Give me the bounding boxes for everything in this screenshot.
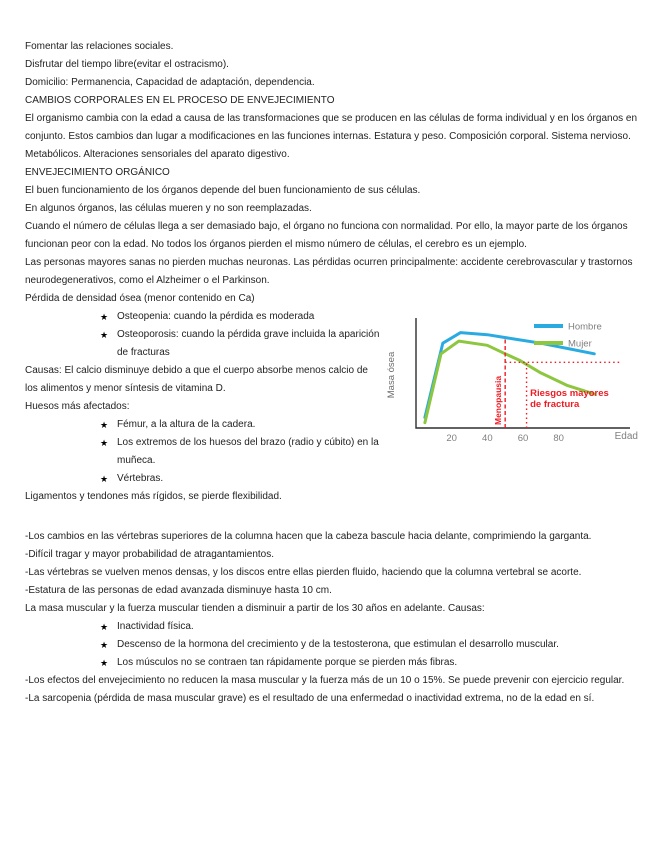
bone-mass-chart bbox=[382, 310, 642, 460]
star-bullet-icon: ★ bbox=[100, 640, 109, 650]
list-item-text: Inactividad física. bbox=[117, 621, 194, 632]
star-bullet-icon: ★ bbox=[100, 474, 109, 484]
list-item-text: Vértebras. bbox=[117, 473, 164, 484]
list-item-text: Descenso de la hormona del crecimiento y de la testosterona, que estimulan el desarrollo muscular. bbox=[117, 639, 559, 650]
bone-density-section bbox=[25, 308, 643, 506]
body-paragraph: El buen funcionamiento de los órganos depende del buen funcionamiento de sus células. bbox=[25, 185, 421, 196]
list-item bbox=[100, 636, 643, 654]
body-paragraph: El organismo cambia con la edad a causa de las transformaciones que se producen en las células de forma individual y en los órganos en conjunto. Estos cambios dan lugar a modificaciones en las funciones internas. Estatura y peso. Composición corporal. Sistema nervioso. Metabólicos. Alteraciones sensoriales del aparato digestivo. bbox=[25, 113, 638, 160]
body-paragraph: Cuando el número de células llega a ser demasiado bajo, el órgano no funciona con normalidad. Por ello, la mayor parte de los órganos funcionan peor con la edad. No todos los órganos pierden el mismo número de células, el cerebro es un ejemplo. bbox=[25, 221, 628, 250]
annotation-text-riesgos: de fractura bbox=[529, 399, 580, 411]
star-bullet-icon: ★ bbox=[100, 312, 109, 322]
intro-line: Disfrutar del tiempo libre(evitar el ostracismo). bbox=[25, 59, 229, 70]
section-heading-cambios-corporales: CAMBIOS CORPORALES EN EL PROCESO DE ENVEJECIMIENTO bbox=[25, 95, 335, 106]
list-item bbox=[100, 416, 382, 434]
legend-label: Hombre bbox=[567, 321, 602, 333]
list-item bbox=[100, 434, 382, 470]
list-item bbox=[100, 654, 643, 672]
series-line-mujer bbox=[425, 338, 594, 423]
annotation-text-riesgos: Riesgos mayores bbox=[529, 388, 609, 400]
chart-container bbox=[382, 308, 643, 465]
x-tick-label: 80 bbox=[553, 433, 564, 444]
list-item-text: Osteopenia: cuando la pérdida es moderada bbox=[117, 311, 315, 322]
bone-density-text-column bbox=[25, 308, 382, 506]
body-paragraph: En algunos órganos, las células mueren y no son reemplazadas. bbox=[25, 203, 312, 214]
star-bullet-icon: ★ bbox=[100, 438, 109, 448]
x-tick-label: 60 bbox=[517, 433, 529, 444]
star-bullet-icon: ★ bbox=[100, 658, 109, 668]
x-axis-label: Edad bbox=[614, 431, 638, 442]
note-line: -Las vértebras se vuelven menos densas, y los discos entre ellas pierden fluido, haciendo que la columna vertebral se acorte. bbox=[25, 567, 582, 578]
note-line: -Estatura de las personas de edad avanzada disminuye hasta 10 cm. bbox=[25, 585, 332, 596]
muscle-bullet-list bbox=[25, 618, 643, 672]
body-paragraph: Las personas mayores sanas no pierden muchas neuronas. Las pérdidas ocurren principalmente: accidente cerebrovascular y trastornos neurodegenerativos, como el Alzheimer o el Parkinson. bbox=[25, 257, 633, 286]
bones-affected-list bbox=[25, 416, 382, 488]
note-line: -La sarcopenia (pérdida de masa muscular grave) es el resultado de una enfermedad o inactividad extrema, no de la edad en sí. bbox=[25, 693, 595, 704]
bone-causes: Causas: El calcio disminuye debido a que el cuerpo absorbe menos calcio de los alimentos y menor síntesis de vitamina D. bbox=[25, 365, 368, 394]
star-bullet-icon: ★ bbox=[100, 420, 109, 430]
x-tick-label: 40 bbox=[481, 433, 493, 444]
star-bullet-icon: ★ bbox=[100, 330, 109, 340]
vertebrae-notes bbox=[25, 528, 643, 600]
y-axis-label: Masa ósea bbox=[385, 351, 397, 399]
section-heading-envejecimiento-organico: ENVEJECIMIENTO ORGÁNICO bbox=[25, 167, 170, 178]
bone-bullet-list bbox=[25, 308, 382, 362]
note-line: -Los cambios en las vértebras superiores de la columna hacen que la cabeza bascule hacia delante, comprimiendo la garganta. bbox=[25, 531, 592, 542]
x-tick-label: 20 bbox=[446, 433, 457, 444]
list-item bbox=[100, 326, 382, 362]
list-item-text: Fémur, a la altura de la cadera. bbox=[117, 419, 256, 430]
star-bullet-icon: ★ bbox=[100, 622, 109, 632]
legend-label: Mujer bbox=[567, 338, 592, 350]
intro-line: Fomentar las relaciones sociales. bbox=[25, 41, 174, 52]
chart-axes bbox=[416, 318, 630, 428]
list-item bbox=[100, 308, 382, 326]
intro-line: Domicilio: Permanencia, Capacidad de adaptación, dependencia. bbox=[25, 77, 315, 88]
bone-density-intro: Pérdida de densidad ósea (menor contenido en Ca) bbox=[25, 293, 255, 304]
bones-affected-title: Huesos más afectados: bbox=[25, 401, 130, 412]
note-line: -Los efectos del envejecimiento no reducen la masa muscular y la fuerza más de un 10 o 15%. Se puede prevenir con ejercicio regular. bbox=[25, 675, 625, 686]
list-item bbox=[100, 470, 382, 488]
annotation-label-menopausia: Menopausia bbox=[493, 375, 504, 425]
list-item-text: Osteoporosis: cuando la pérdida grave incluida la aparición de fracturas bbox=[117, 329, 380, 358]
list-item bbox=[100, 618, 643, 636]
ligaments-note: Ligamentos y tendones más rígidos, se pierde flexibilidad. bbox=[25, 491, 282, 502]
note-line: -Difícil tragar y mayor probabilidad de atragantamientos. bbox=[25, 549, 275, 560]
muscle-intro: La masa muscular y la fuerza muscular tienden a disminuir a partir de los 30 años en adelante. Causas: bbox=[25, 603, 485, 614]
list-item-text: Los músculos no se contraen tan rápidamente porque se pierden más fibras. bbox=[117, 657, 458, 668]
list-item-text: Los extremos de los huesos del brazo (radio y cúbito) en la muñeca. bbox=[117, 437, 379, 466]
